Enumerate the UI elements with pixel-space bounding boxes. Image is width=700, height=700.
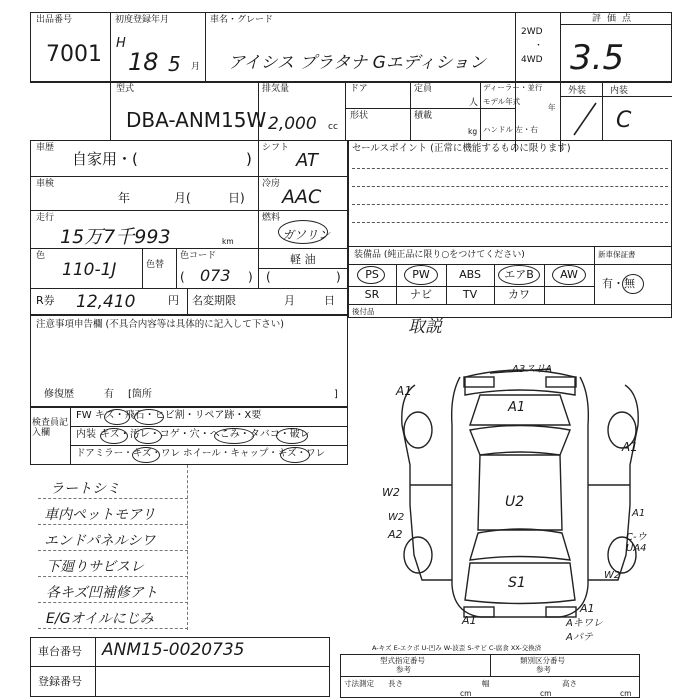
notice-label: 注意事項申告欄 (不具合内容等は具体的に記入して下さい) <box>36 319 284 330</box>
mark-a1-rear-left: A1 <box>462 614 477 627</box>
yen-unit: 円 <box>168 294 179 307</box>
first-reg-label: 初度登録年月 <box>115 15 170 25</box>
circle-warranty-none <box>622 274 644 294</box>
circle-airbag <box>498 265 540 285</box>
name-label: 車名・グレード <box>210 15 274 25</box>
color-value: 110-1J <box>62 260 117 280</box>
fuel-paren-close: ) <box>336 270 341 284</box>
equip-airbag: エアB <box>504 268 534 281</box>
cc-paren-close: ) <box>248 270 253 284</box>
year-unit: 年 <box>548 103 556 112</box>
drive-2wd: 2WD <box>521 27 543 37</box>
length-label: 長さ <box>388 679 403 688</box>
reg-label: 登録番号 <box>38 675 82 688</box>
lot-label: 出品番号 <box>36 15 73 25</box>
new-warranty-label: 新車保証書 <box>598 250 636 259</box>
name-change-label: 名変期限 <box>192 294 236 307</box>
inspection-year: 年 <box>118 191 131 205</box>
shift-label: シフト <box>262 143 290 153</box>
aftermarket-label: 後付品 <box>352 307 375 316</box>
equipment-label: 装備品 (純正品に限り○をつけてください) <box>354 250 525 260</box>
capacity-label: 定員 <box>414 84 433 94</box>
interior-label: 内装 <box>610 86 629 96</box>
color-label: 色 <box>36 251 46 261</box>
ac-value: AAC <box>282 186 322 208</box>
model-year-label: モデル年式 <box>483 97 521 106</box>
ref-2-sub: 参考 <box>536 665 551 674</box>
ref-1: 型式指定番号 <box>380 656 425 665</box>
note-5: 各キズ凹補修アト <box>46 585 158 601</box>
mark-aki-ware: Aキワレ <box>566 618 603 629</box>
name-value: アイシス プラタナ Gエディション <box>228 53 487 73</box>
note-6: E/Gオイルにじみ <box>46 611 154 627</box>
fuel-paren-open: ( <box>266 270 271 284</box>
equip-aw: AW <box>560 268 578 281</box>
note-4: 下廻りサビスレ <box>46 559 144 575</box>
mark-u2-roof: U2 <box>505 494 525 510</box>
check-row2: キズ・汚レ・コゲ・穴・へこみ・タバコ・破レ <box>100 429 310 440</box>
circle-int-dirt <box>134 428 162 444</box>
chassis-label: 車台番号 <box>38 645 82 658</box>
usage-close: ) <box>246 150 252 168</box>
circle-int-dent <box>214 428 254 444</box>
inspection-label: 車検 <box>36 179 55 189</box>
equip-leather: カワ <box>508 288 530 301</box>
shape-label: 形状 <box>350 111 369 121</box>
mark-a-pate: Aパテ <box>566 632 593 643</box>
mark-a2: A2 <box>388 528 403 541</box>
usage-label: 車歴 <box>36 143 55 153</box>
check-row3: ドアミラー・キズ・ワレ ホイール・キャップ・キズ・ワレ <box>76 448 326 459</box>
circle-int-tobacco <box>276 428 308 444</box>
mark-c-u: C-ウ <box>626 532 647 543</box>
repair-yes: 有 <box>104 389 114 400</box>
mark-w2-door: W2 <box>388 512 405 523</box>
inspection-month: 月( <box>174 191 191 205</box>
recycle-label: R券 <box>36 294 55 307</box>
aftermarket-value: 取説 <box>408 317 442 337</box>
size-measure: 寸法測定 <box>344 679 374 688</box>
ref-1-sub: 参考 <box>396 665 411 674</box>
note-3: エンドパネルシワ <box>44 533 156 549</box>
fuel-circle <box>278 220 331 244</box>
dealer-label: ディーラー・並行 <box>483 83 543 92</box>
width-label: 幅 <box>482 679 490 688</box>
equip-sr: SR <box>364 288 380 301</box>
mark-a1-rl3: A1 <box>632 508 646 519</box>
mark-a3: A3スリA <box>512 364 553 375</box>
inspection-day: 日) <box>228 191 245 205</box>
circle-pw <box>404 265 438 285</box>
usage-value: 自家用・( <box>72 150 138 168</box>
ac-label: 冷房 <box>262 179 281 189</box>
color-code-value: 073 <box>200 266 231 285</box>
circle-mirror-scratch <box>132 447 160 463</box>
equip-abs: ABS <box>459 268 481 281</box>
note-2: 車内ペットモアリ <box>44 507 156 523</box>
sales-point-label: セールスポイント (正常に機能するものに限ります) <box>352 143 571 154</box>
drive-4wd: 4WD <box>521 55 543 65</box>
mileage-value: 15万7千993 <box>60 226 171 248</box>
height-label: 高さ <box>562 679 577 688</box>
load-unit: kg <box>468 127 478 136</box>
circle-int-scratch <box>100 428 128 444</box>
circle-ps <box>357 266 385 284</box>
repair-history: 修復歴 <box>44 389 74 400</box>
name-change-day: 日 <box>324 294 335 307</box>
mark-a1-hood: A1 <box>508 400 526 415</box>
score-value: 3.5 <box>570 38 625 78</box>
model-label: 型式 <box>116 84 135 94</box>
ref-2: 類別区分番号 <box>520 656 565 665</box>
month-unit: 月 <box>191 62 201 72</box>
mark-ua4: UA4 <box>626 543 647 554</box>
first-reg-era: H <box>116 36 126 51</box>
displacement-value: 2,000 <box>268 114 317 134</box>
inspector-label: 検査員記入欄 <box>32 418 69 438</box>
mark-a1-rl2: A1 <box>580 602 595 615</box>
fuel-option: 軽 油 <box>290 253 316 266</box>
mark-w2-left: W2 <box>382 486 400 499</box>
shift-value: AT <box>296 150 318 171</box>
legend-text: A-キズ E-エクボ U-凹み W-波歪 S-サビ C-腐食 XX-交換済 <box>372 644 542 652</box>
length-cm: cm <box>460 689 472 698</box>
repair-parts: [箇所 <box>128 389 152 400</box>
first-reg-month: 5 <box>168 52 181 76</box>
circle-aw <box>552 265 586 285</box>
score-label: 評価点 <box>592 14 638 24</box>
drive-dot: ・ <box>534 41 544 51</box>
mileage-label: 走行 <box>36 213 55 223</box>
color-code-label: 色コード <box>180 251 217 261</box>
circle-wheel-scratch <box>280 447 310 463</box>
equip-navi: ナビ <box>410 288 432 301</box>
interior-value: C <box>616 108 632 133</box>
model-value: DBA-ANM15W <box>126 108 267 132</box>
fuel-label: 燃料 <box>262 213 281 223</box>
chassis-value: ANM15-0020735 <box>102 640 245 660</box>
circle-fw-chip <box>134 409 164 425</box>
door-label: ドア <box>350 84 368 94</box>
warranty-value: 有・無 <box>602 277 635 290</box>
fuel-value: ガソリン <box>282 228 331 242</box>
first-reg-year: 18 <box>128 48 159 76</box>
repaint-label: 色替 <box>146 260 165 270</box>
mark-s1: S1 <box>508 575 526 591</box>
mileage-unit: km <box>222 237 234 246</box>
width-cm: cm <box>540 689 552 698</box>
handle-label: ハンドル 左・右 <box>483 125 538 134</box>
mark-w2-rear: W2 <box>604 570 621 581</box>
exterior-slash-mark <box>570 100 600 138</box>
capacity-unit: 人 <box>469 98 479 108</box>
recycle-value: 12,410 <box>76 292 136 312</box>
repair-close: ] <box>334 389 338 400</box>
equip-pw: PW <box>412 268 430 281</box>
mark-a1-left: A1 <box>396 384 412 398</box>
displacement-label: 排気量 <box>262 84 290 94</box>
note-1: ラートシミ <box>50 481 120 497</box>
height-cm: cm <box>620 689 632 698</box>
equip-tv: TV <box>462 288 478 301</box>
displacement-unit: cc <box>328 122 338 132</box>
load-label: 積載 <box>414 111 433 121</box>
mark-a1-right: A1 <box>622 440 638 454</box>
circle-fw-scratch <box>104 409 130 425</box>
cc-paren-open: ( <box>180 270 185 284</box>
exterior-label: 外装 <box>568 86 587 96</box>
equip-ps: PS <box>365 268 379 281</box>
lot-value: 7001 <box>46 42 102 67</box>
check-row2-label: 内装 <box>76 429 96 440</box>
name-change-month: 月 <box>284 294 295 307</box>
check-row1: FW キズ・飛石・ヒビ割・リペア跡・X要 <box>76 410 262 421</box>
